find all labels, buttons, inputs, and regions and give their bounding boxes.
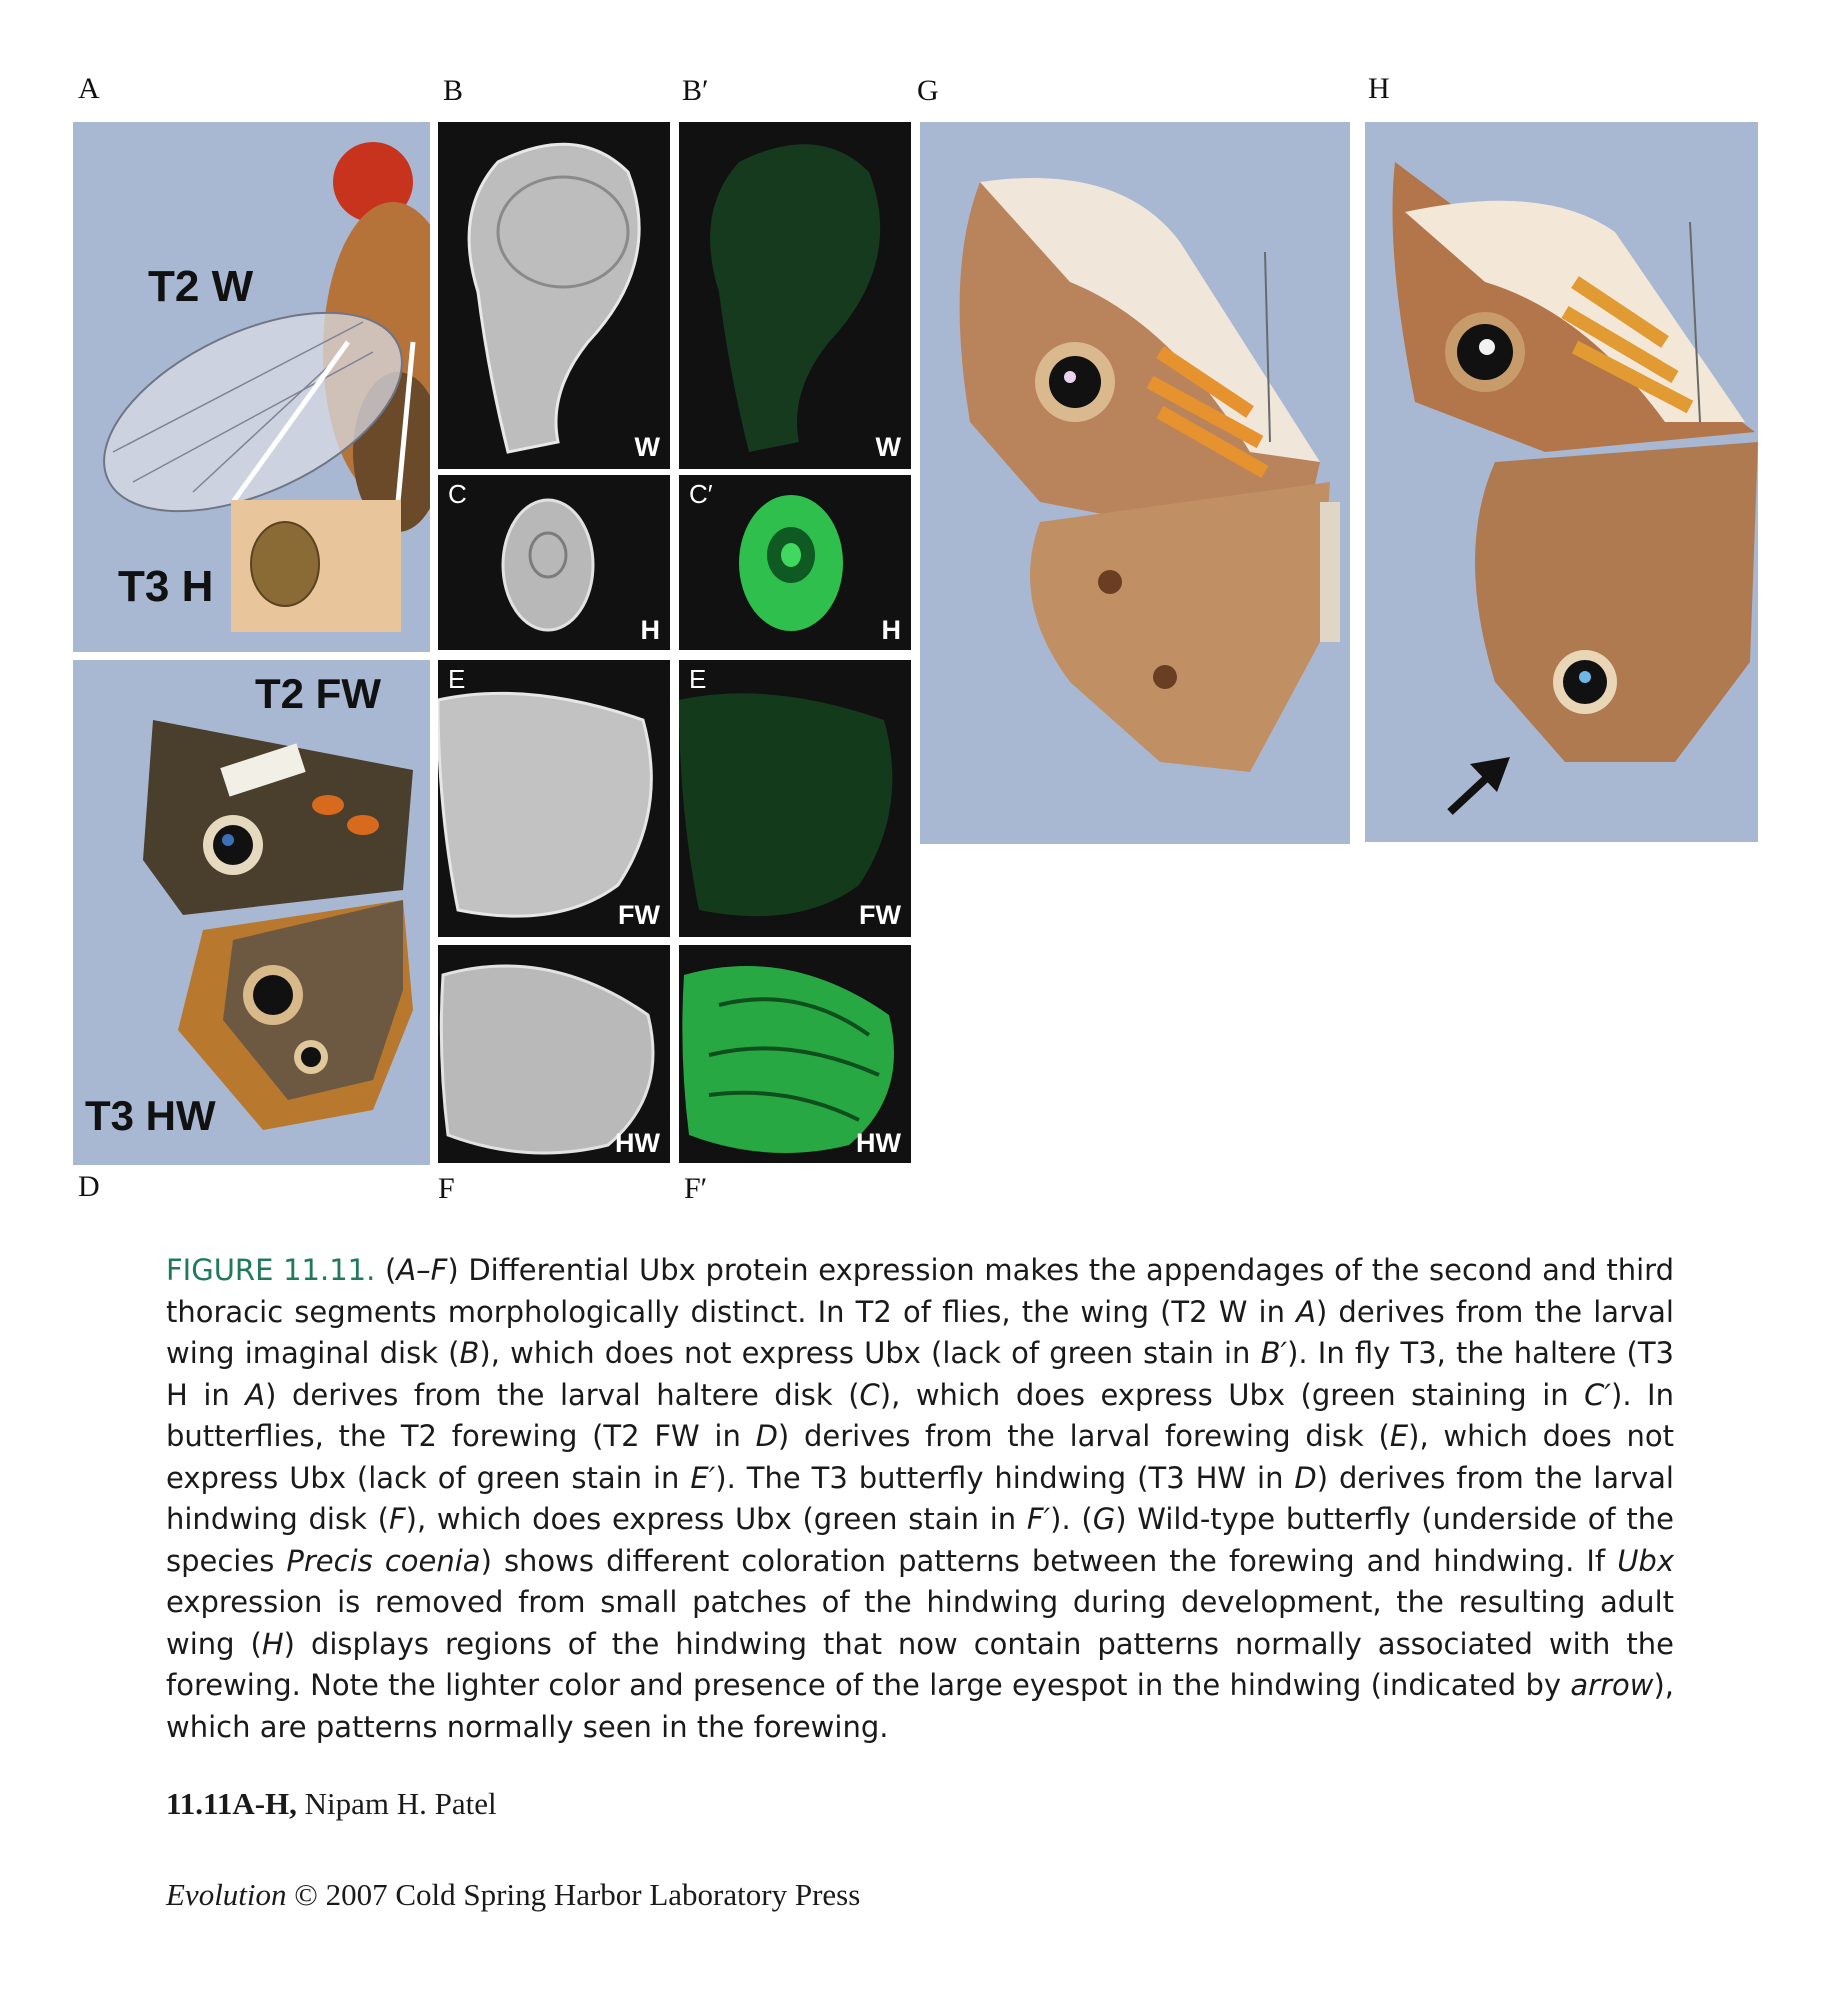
panel-b-prime-wing-disk-stain [679,122,911,469]
panel-label-g: G [917,74,939,107]
panel-label-b-prime: B′ [682,74,709,107]
panel-e-forewing-disk [438,660,670,937]
tag-b-prime-w: W [875,432,901,462]
copyright-line [166,1877,860,1913]
panel-g-wildtype-butterfly [920,122,1350,844]
caption-text: ) Differential Ubx protein expression makes the appendages of the second and third thoracic segments morphologically distinct. In T2 of flies, the wing (T2 W in [166,1253,1674,1329]
panel-a-fly-photo [73,122,430,652]
book-title: Evolution [166,1877,287,1912]
corner-label-c: C [448,479,467,509]
tag-e-fw: FW [618,900,660,930]
caption-ref: A [245,1377,266,1412]
caption-text: ) Wild-type butterfly (underside of the species [166,1502,1674,1578]
caption-ref: E′ [690,1460,716,1495]
caption-text: ), which does not express Ubx (lack of green stain in [479,1336,1261,1370]
caption-text: ). In butterflies, the T2 forewing (T2 FW in [166,1377,1674,1453]
caption-text: ). In fly T3, the haltere (T3 H in [166,1336,1674,1412]
caption-text: ( [375,1253,397,1287]
tag-f-hw: HW [615,1128,660,1158]
credit-author: Nipam H. Patel [296,1786,497,1821]
caption-ref: F [388,1502,406,1536]
panel-label-h: H [1368,72,1390,105]
haltere-disk-bright-green [679,475,911,650]
caption-ref: D [755,1419,778,1453]
caption-ref: H [261,1626,284,1661]
arrow-icon [1365,122,1758,842]
panel-h-ubx-clone-butterfly [1365,122,1758,842]
caption-text: ) derives from the larval forewing disk ( [777,1419,1390,1453]
caption-ref: B [459,1336,480,1370]
panel-d-butterfly-photo [73,660,430,1165]
panel-f-prime-hindwing-disk-stain [679,945,911,1163]
caption-text: ), which does not express Ubx (lack of green stain in [166,1419,1674,1495]
caption-ref: A–F [396,1253,448,1287]
caption-text: ), which are patterns normally seen in the forewing. [166,1668,1674,1744]
caption-text: ) shows different coloration patterns between the forewing and hindwing. If [480,1543,1618,1578]
wildtype-butterfly-illustration [920,122,1350,844]
label-t2-fw: T2 FW [255,670,381,717]
caption-ref: B′ [1260,1336,1288,1370]
forewing-disk-grey [438,660,670,937]
caption-text: ), which does express Ubx (green stain in [405,1502,1027,1536]
panel-b-wing-disk [438,122,670,469]
tag-b-w: W [634,432,660,462]
caption-ref: D [1294,1460,1317,1495]
caption-ref: F′ [1026,1502,1051,1536]
image-credit [166,1786,497,1822]
panel-e-prime-forewing-disk-stain [679,660,911,937]
caption-text: ) displays regions of the hindwing that now contain patterns normally associated with the forewing. Note the lighter color and presence of the large eyespot in the hindwing (indicated by [166,1626,1674,1702]
butterfly-illustration [73,660,430,1165]
label-t3-hw: T3 HW [85,1092,216,1139]
wing-disk-dim-green [679,122,911,469]
caption-ref: A [1296,1294,1316,1329]
tag-e-prime-fw: FW [859,900,901,930]
forewing-disk-dim-green [679,660,911,937]
panel-label-b: B [443,74,464,107]
tag-c-h: H [640,615,660,645]
caption-ref: C′ [1584,1377,1611,1412]
caption-ref: E [1389,1419,1409,1453]
panel-label-f-prime: F′ [684,1172,708,1205]
tag-c-prime-h: H [881,615,901,645]
panel-label-d: D [78,1170,100,1203]
caption-text: ) derives from the larval haltere disk ( [265,1377,860,1412]
caption-text: ). ( [1050,1502,1093,1536]
caption-text: ). The T3 butterfly hindwing (T3 HW in [715,1460,1295,1495]
label-t2-w: T2 W [148,262,254,311]
panel-label-f: F [438,1172,455,1205]
panel-c-haltere-disk [438,475,670,650]
caption-text: expression is removed from small patches of the hindwing during development, the resulting adult wing ( [166,1585,1674,1661]
credit-figure-range: 11.11A-H, [166,1786,297,1821]
panel-c-prime-haltere-disk-stain [679,475,911,650]
wing-disk-grey [438,122,670,469]
tag-f-prime-hw: HW [856,1128,901,1158]
panel-label-a: A [78,72,100,105]
species-name: Precis coenia [286,1543,481,1578]
panel-f-hindwing-disk [438,945,670,1163]
caption-ref: G [1092,1502,1116,1536]
corner-label-c-prime: C′ [689,479,713,509]
corner-label-e-prime: E [689,664,707,694]
label-t3-h: T3 H [118,562,214,611]
copyright-text: © 2007 Cold Spring Harbor Laboratory Press [286,1877,861,1912]
caption-text: ) derives from the larval wing imaginal disk ( [166,1294,1674,1370]
figure-number: FIGURE 11.11. [166,1253,376,1287]
figure-caption [166,1250,1674,1748]
caption-ref: C [859,1377,880,1412]
caption-text: ) derives from the larval hindwing disk ( [166,1460,1674,1536]
gene-name: Ubx [1617,1543,1674,1578]
caption-text: ), which does express Ubx (green staining in [879,1377,1585,1412]
caption-ref: arrow [1570,1668,1654,1702]
haltere-disk-grey [438,475,670,650]
corner-label-e: E [448,664,466,694]
